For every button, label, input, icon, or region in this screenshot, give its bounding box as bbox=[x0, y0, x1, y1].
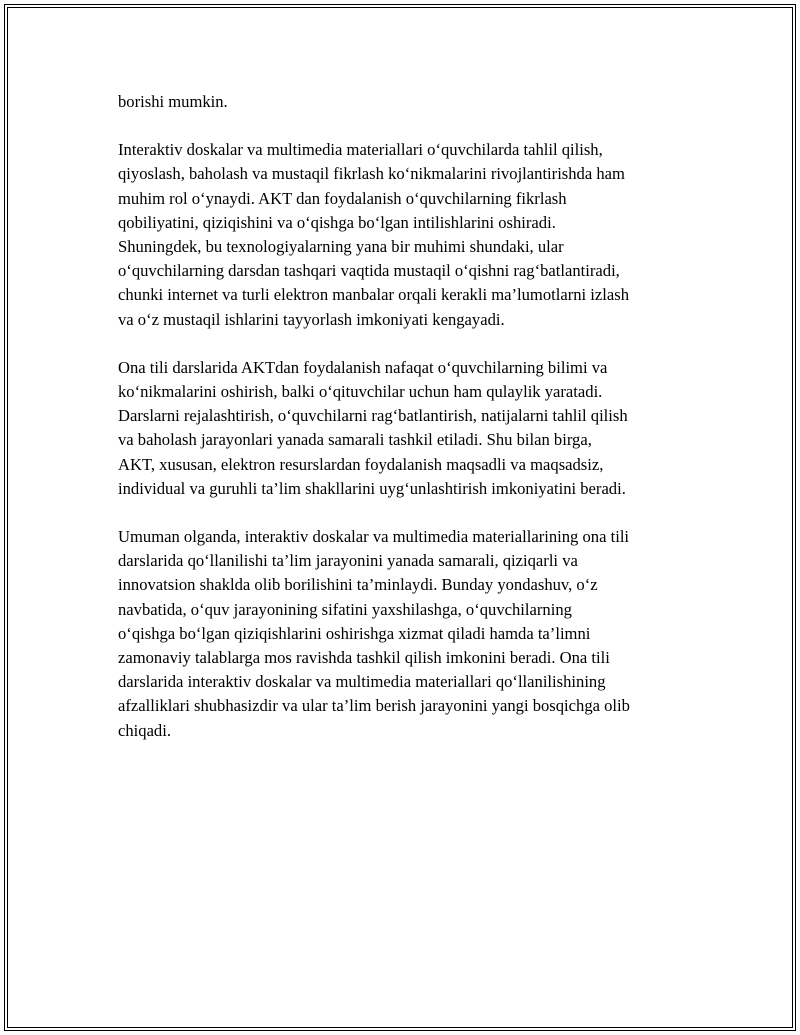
text-line: ko‘nikmalarini oshirish, balki o‘qituvchilar uchun ham qulaylik yaratadi. bbox=[118, 382, 603, 402]
text-line: o‘quvchilarning darsdan tashqari vaqtida mustaqil o‘qishni rag‘batlantiradi, bbox=[118, 261, 620, 281]
text-line: va baholash jarayonlari yanada samarali tashkil etiladi. Shu bilan birga, bbox=[118, 430, 592, 450]
text-line: darslarida interaktiv doskalar va multimedia materiallari qo‘llanilishining bbox=[118, 672, 606, 692]
text-line: qiyoslash, baholash va mustaqil fikrlash ko‘nikmalarini rivojlantirishda ham bbox=[118, 164, 625, 184]
text-line: chunki internet va turli elektron manbalar orqali kerakli ma’lumotlarni izlash bbox=[118, 285, 630, 305]
text-line: qobiliyatini, qiziqishini va o‘qishga bo‘lgan intilishlarini oshiradi. bbox=[118, 212, 556, 232]
text-line: Interaktiv doskalar va multimedia materiallari o‘quvchilarda tahlil qilish, bbox=[118, 140, 603, 160]
text-line: AKT, xususan, elektron resurslardan foydalanish maqsadli va maqsadsiz, bbox=[118, 454, 604, 474]
text-line: Umuman olganda, interaktiv doskalar va multimedia materiallarining ona tili bbox=[118, 527, 630, 547]
text-line: innovatsion shaklda olib borilishini ta’minlaydi. Bunday yondashuv, o‘z bbox=[118, 575, 598, 595]
paragraph-continuation bbox=[118, 90, 693, 114]
document-body bbox=[118, 90, 693, 767]
text-line: Ona tili darslarida AKTdan foydalanish nafaqat o‘quvchilarning bilimi va bbox=[118, 357, 608, 377]
text-line: navbatida, o‘quv jarayonining sifatini yaxshilashga, o‘quvchilarning bbox=[118, 599, 572, 619]
paragraph-interactive-boards bbox=[118, 138, 693, 332]
text-line: o‘qishga bo‘lgan qiziqishlarini oshirishga xizmat qiladi hamda ta’limni bbox=[118, 623, 591, 643]
text-line: darslarida qo‘llanilishi ta’lim jarayonini yanada samarali, qiziqarli va bbox=[118, 551, 578, 571]
paragraph-conclusion bbox=[118, 525, 693, 743]
text-line: va o‘z mustaqil ishlarini tayyorlash imkoniyati kengayadi. bbox=[118, 309, 505, 329]
text-line: individual va guruhli ta’lim shakllarini uyg‘unlashtirish imkoniyatini beradi. bbox=[118, 478, 626, 498]
paragraph-akt-usage bbox=[118, 356, 693, 501]
text-line: Darslarni rejalashtirish, o‘quvchilarni rag‘batlantirish, natijalarni tahlil qilish bbox=[118, 406, 628, 426]
text-line: muhim rol o‘ynaydi. AKT dan foydalanish o‘quvchilarning fikrlash bbox=[118, 188, 567, 208]
text-line: Shuningdek, bu texnologiyalarning yana bir muhimi shundaki, ular bbox=[118, 237, 564, 257]
text-line: borishi mumkin. bbox=[118, 92, 228, 111]
text-line: zamonaviy talablarga mos ravishda tashkil qilish imkonini beradi. Ona tili bbox=[118, 648, 610, 668]
text-line: afzalliklari shubhasizdir va ular ta’lim berish jarayonini yangi bosqichga olib bbox=[118, 696, 630, 716]
text-line: chiqadi. bbox=[118, 720, 171, 740]
